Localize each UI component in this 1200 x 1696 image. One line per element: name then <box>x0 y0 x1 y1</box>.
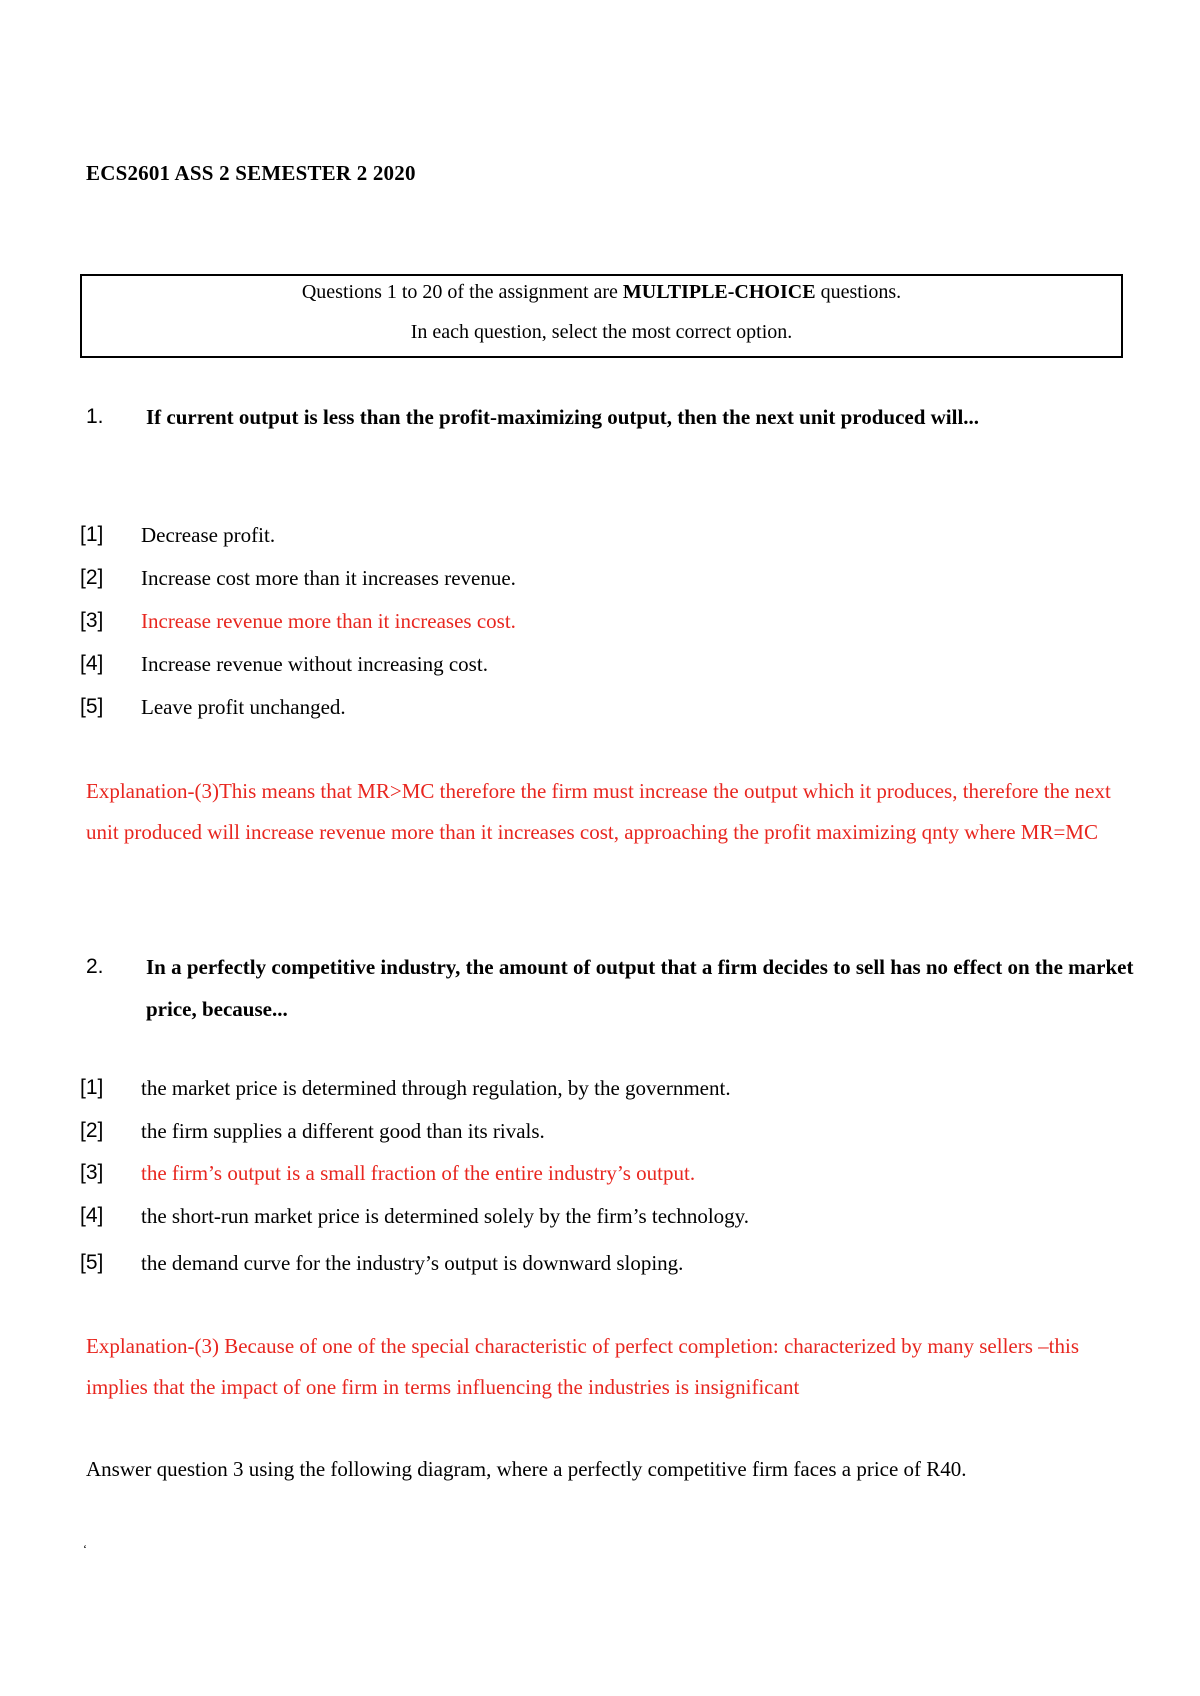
question-1-text: If current output is less than the profit-maximizing output, then the next unit produced will... <box>146 405 980 429</box>
instructions-box <box>80 274 1123 358</box>
option-number: [2] <box>80 1119 104 1142</box>
option-number: [3] <box>80 609 104 632</box>
option-text: the firm’s output is a small fraction of the entire industry’s output. <box>141 1161 696 1185</box>
instructions-suffix: questions. <box>815 281 902 303</box>
option-text: Leave profit unchanged. <box>141 695 346 719</box>
option-number: [1] <box>80 1076 104 1099</box>
option-number: [4] <box>80 1204 104 1227</box>
question-2-number: 2. <box>86 955 104 978</box>
instructions-line-1 <box>82 281 1121 304</box>
option-text: Increase revenue without increasing cost. <box>141 652 488 676</box>
option-number: [5] <box>80 1251 104 1274</box>
option-text: the short-run market price is determined solely by the firm’s technology. <box>141 1204 750 1228</box>
instructions-prefix: Questions 1 to 20 of the assignment are <box>301 281 623 303</box>
question-2-explanation: Explanation-(3) Because of one of the special characteristic of perfect completion: characterized by many sellers –this implies that the impact of one firm in terms influencing the industries is insignificant <box>86 1334 1079 1399</box>
question-2-text: In a perfectly competitive industry, the amount of output that a firm decides to sell has no effect on the market price, because... <box>146 955 1134 1021</box>
option-text: Increase cost more than it increases revenue. <box>141 566 516 590</box>
option-number: [2] <box>80 566 104 589</box>
instructions-line-2: In each question, select the most correct option. <box>410 321 793 343</box>
question-1-explanation: Explanation-(3)This means that MR>MC therefore the firm must increase the output which it produces, therefore the next unit produced will increase revenue more than it increases cost, approaching the profit maximizing qnty where MR=MC <box>86 779 1111 844</box>
instructions-emphasis: MULTIPLE-CHOICE <box>622 281 816 303</box>
option-number: [1] <box>80 523 104 546</box>
question-3-lead-in: Answer question 3 using the following diagram, where a perfectly competitive firm faces a price of R40. <box>86 1457 967 1481</box>
question-1-number: 1. <box>86 405 104 428</box>
option-number: [5] <box>80 695 104 718</box>
document-title: ECS2601 ASS 2 SEMESTER 2 2020 <box>86 161 416 185</box>
stray-mark: ‘ <box>83 1542 87 1556</box>
option-text: the demand curve for the industry’s output is downward sloping. <box>141 1251 684 1275</box>
option-text: Increase revenue more than it increases cost. <box>141 609 516 633</box>
option-text: Decrease profit. <box>141 523 276 547</box>
option-text: the firm supplies a different good than its rivals. <box>141 1119 545 1143</box>
option-number: [3] <box>80 1161 104 1184</box>
option-number: [4] <box>80 652 104 675</box>
option-text: the market price is determined through regulation, by the government. <box>141 1076 731 1100</box>
